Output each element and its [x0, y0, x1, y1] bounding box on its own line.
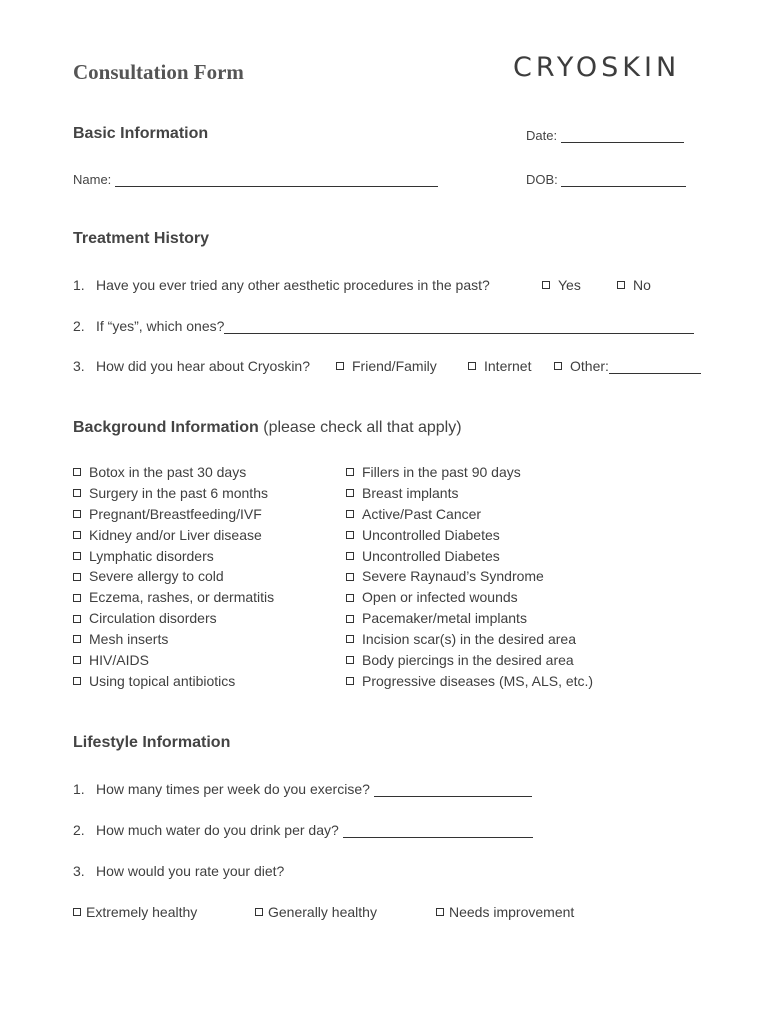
checkbox[interactable]: [346, 677, 354, 685]
background-checklist-item[interactable]: [346, 546, 593, 567]
checkbox[interactable]: [346, 573, 354, 581]
checkbox[interactable]: [346, 635, 354, 643]
dob-label: DOB:: [526, 172, 558, 187]
checkbox[interactable]: [73, 489, 81, 497]
brand-logo: CRYOSKIN: [513, 52, 681, 83]
question-number: 1.: [73, 277, 85, 293]
name-blank[interactable]: [115, 173, 438, 187]
background-checklist-item[interactable]: [346, 587, 593, 608]
name-label: Name:: [73, 172, 112, 187]
lifestyle-info-heading: Lifestyle Information: [73, 734, 231, 751]
checkbox[interactable]: [346, 552, 354, 560]
checkbox[interactable]: [73, 552, 81, 560]
background-heading-note: (please check all that apply): [263, 419, 462, 436]
question-text: How many times per week do you exercise?: [96, 781, 370, 797]
background-checklist-item[interactable]: [73, 546, 274, 567]
treatment-question-2: [73, 318, 694, 334]
checklist-item-label: Using topical antibiotics: [89, 672, 236, 689]
checklist-item-label: Botox in the past 30 days: [89, 464, 247, 480]
checklist-item-label: Eczema, rashes, or dermatitis: [89, 589, 275, 606]
diet-option-needs-improvement[interactable]: [436, 904, 574, 920]
background-checklist-item[interactable]: [346, 504, 593, 525]
checklist-item-label: Breast implants: [362, 484, 459, 501]
background-checklist-item[interactable]: [73, 566, 274, 587]
q1-no-option[interactable]: [617, 277, 651, 293]
background-checklist-item[interactable]: [346, 608, 593, 629]
checklist-item-label: Severe allergy to cold: [89, 568, 224, 585]
background-checklist-item[interactable]: [73, 525, 274, 546]
checkbox[interactable]: [73, 468, 81, 476]
checkbox[interactable]: [73, 677, 81, 685]
exercise-blank[interactable]: [374, 783, 532, 797]
checklist-item-label: HIV/AIDS: [89, 652, 149, 669]
question-number: 3.: [73, 358, 85, 374]
background-checklist-item[interactable]: [73, 671, 274, 692]
checkbox[interactable]: [554, 362, 562, 370]
diet-option-generally-healthy[interactable]: [255, 904, 377, 920]
q1-yes-option[interactable]: [542, 277, 581, 293]
checkbox[interactable]: [346, 531, 354, 539]
treatment-history-heading: Treatment History: [73, 230, 210, 247]
checklist-item-label: Pregnant/Breastfeeding/IVF: [89, 505, 262, 522]
checklist-item-label: Incision scar(s) in the desired area: [362, 631, 576, 648]
q3-other-option[interactable]: [554, 358, 701, 374]
date-field[interactable]: [526, 128, 684, 143]
checkbox[interactable]: [468, 362, 476, 370]
checkbox[interactable]: [73, 531, 81, 539]
question-text: If “yes”, which ones?: [96, 318, 225, 334]
checklist-item-label: Severe Raynaud’s Syndrome: [362, 568, 544, 585]
checkbox[interactable]: [73, 908, 81, 916]
checklist-item-label: Uncontrolled Diabetes: [362, 526, 500, 543]
checklist-item-label: Body piercings in the desired area: [362, 652, 574, 669]
checkbox[interactable]: [346, 489, 354, 497]
background-checklist-item[interactable]: [73, 608, 274, 629]
option-label: Generally healthy: [268, 904, 377, 920]
treatment-question-3: [73, 358, 310, 374]
date-blank[interactable]: [561, 129, 684, 143]
question-text: Have you ever tried any other aesthetic procedures in the past?: [96, 277, 490, 293]
name-field[interactable]: [73, 172, 438, 187]
option-label: Yes: [558, 277, 581, 293]
checklist-item-label: Surgery in the past 6 months: [89, 484, 268, 501]
checkbox[interactable]: [346, 594, 354, 602]
other-blank[interactable]: [609, 360, 701, 374]
background-checklist-item[interactable]: [73, 629, 274, 650]
diet-option-extremely-healthy[interactable]: [73, 904, 197, 920]
background-checklist-item[interactable]: [73, 504, 274, 525]
background-checklist-item[interactable]: [346, 525, 593, 546]
dob-field[interactable]: [526, 172, 686, 187]
background-checklist-item[interactable]: [346, 462, 593, 483]
checkbox[interactable]: [73, 656, 81, 664]
background-checklist-item[interactable]: [73, 462, 274, 483]
background-checklist-item[interactable]: [73, 650, 274, 671]
checkbox[interactable]: [346, 615, 354, 623]
checklist-item-label: Pacemaker/metal implants: [362, 610, 527, 627]
background-left-list: [73, 462, 274, 692]
option-label: Internet: [484, 358, 532, 374]
treatment-question-1: [73, 277, 490, 293]
checkbox[interactable]: [73, 573, 81, 581]
q3-friend-family-option[interactable]: [336, 358, 437, 374]
checklist-item-label: Progressive diseases (MS, ALS, etc.): [362, 672, 594, 689]
checklist-item-label: Fillers in the past 90 days: [362, 464, 521, 480]
date-label: Date:: [526, 128, 558, 143]
water-blank[interactable]: [343, 824, 533, 838]
question-text: How much water do you drink per day?: [96, 822, 339, 838]
checkbox[interactable]: [346, 656, 354, 664]
background-checklist-item[interactable]: [73, 483, 274, 504]
checkbox[interactable]: [255, 908, 263, 916]
background-checklist-item[interactable]: [346, 671, 593, 692]
option-label: Friend/Family: [352, 358, 437, 374]
checkbox[interactable]: [73, 510, 81, 518]
option-label: Other:: [570, 358, 609, 374]
question-number: 2.: [73, 822, 85, 838]
background-checklist-item[interactable]: [346, 650, 593, 671]
checkbox[interactable]: [73, 594, 81, 602]
background-checklist-item[interactable]: [346, 566, 593, 587]
lifestyle-question-3: [73, 863, 284, 879]
lifestyle-question-2: [73, 822, 533, 838]
checkbox[interactable]: [436, 908, 444, 916]
option-label: No: [633, 277, 651, 293]
checklist-item-label: Circulation disorders: [89, 610, 217, 627]
question-text: How would you rate your diet?: [96, 863, 285, 879]
checklist-item-label: Mesh inserts: [89, 631, 169, 648]
checklist-item-label: Open or infected wounds: [362, 589, 518, 606]
background-checklist-item[interactable]: [73, 587, 274, 608]
checklist-item-label: Uncontrolled Diabetes: [362, 547, 500, 564]
checklist-item-label: Kidney and/or Liver disease: [89, 526, 262, 543]
checkbox[interactable]: [73, 635, 81, 643]
which-ones-blank[interactable]: [224, 320, 694, 334]
checklist-item-label: Active/Past Cancer: [362, 505, 482, 522]
background-right-list: [346, 462, 593, 692]
background-heading-text: Background Information: [73, 419, 259, 436]
option-label: Needs improvement: [449, 904, 575, 920]
form-title: Consultation Form: [73, 60, 244, 84]
dob-blank[interactable]: [561, 173, 686, 187]
question-number: 2.: [73, 318, 85, 334]
checkbox[interactable]: [617, 281, 625, 289]
background-info-heading: [73, 419, 462, 437]
question-number: 1.: [73, 781, 85, 797]
question-number: 3.: [73, 863, 85, 879]
basic-info-heading: Basic Information: [73, 125, 209, 142]
background-checklist-item[interactable]: [346, 629, 593, 650]
checkbox[interactable]: [346, 468, 354, 476]
checkbox[interactable]: [73, 615, 81, 623]
checkbox[interactable]: [336, 362, 344, 370]
lifestyle-question-1: [73, 781, 532, 797]
checkbox[interactable]: [542, 281, 550, 289]
checklist-item-label: Lymphatic disorders: [89, 547, 214, 564]
background-checklist-item[interactable]: [346, 483, 593, 504]
question-text: How did you hear about Cryoskin?: [96, 358, 311, 374]
q3-internet-option[interactable]: [468, 358, 531, 374]
option-label: Extremely healthy: [86, 904, 198, 920]
checkbox[interactable]: [346, 510, 354, 518]
